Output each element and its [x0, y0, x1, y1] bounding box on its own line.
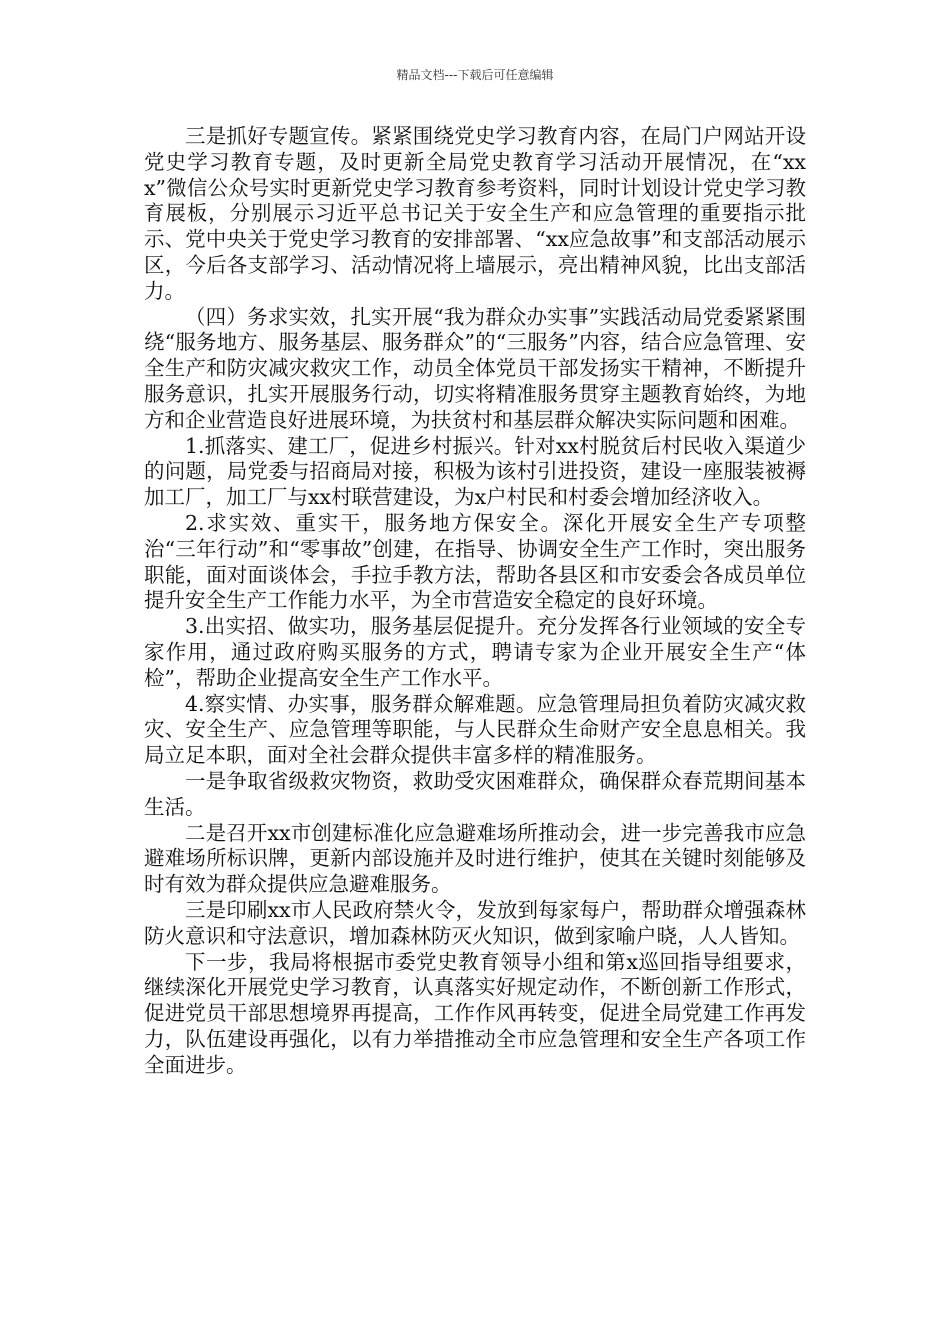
paragraph-section-four: （四）务求实效，扎实开展“我为群众办实事”实践活动局党委紧紧围绕“服务地方、服务基层、服务群众”的“三服务”内容，结合应急管理、安全生产和防灾减灾救灾工作，动员全体党员干部发扬实干精神，不断提升服务意识，扎实开展服务行动，切实将精准服务贯穿主题教育始终，为地方和企业营造良好进展环境，为扶贫村和基层群众解决实际问题和困难。	[144, 304, 806, 432]
document-body	[144, 124, 806, 1078]
paragraph-item-4: 4.察实情、办实事，服务群众解难题。应急管理局担负着防灾减灾救灾、安全生产、应急管理等职能，与人民群众生命财产安全息息相关。我局立足本职，面对全社会群众提供丰富多样的精准服务。	[144, 691, 806, 768]
paragraph-item-1: 1.抓落实、建工厂，促进乡村振兴。针对xx村脱贫后村民收入渠道少的问题，局党委与招商局对接，积极为该村引进投资，建设一座服装被褥加工厂，加工厂与xx村联营建设，为x户村民和村委会增加经济收入。	[144, 433, 806, 510]
paragraph-point-one: 一是争取省级救灾物资，救助受灾困难群众，确保群众春荒期间基本生活。	[144, 768, 806, 819]
paragraph-topic-publicity: 三是抓好专题宣传。紧紧围绕党史学习教育内容，在局门户网站开设党史学习教育专题，及时更新全局党史教育学习活动开展情况，在“xxx”微信公众号实时更新党史学习教育参考资料，同时计划设计党史学习教育展板，分别展示习近平总书记关于安全生产和应急管理的重要指示批示、党中央关于党史学习教育的安排部署、“xx应急故事”和支部活动展示区，今后各支部学习、活动情况将上墙展示，亮出精神风貌，比出支部活力。	[144, 124, 806, 303]
paragraph-point-three: 三是印刷xx市人民政府禁火令，发放到每家每户，帮助群众增强森林防火意识和守法意识，增加森林防灭火知识，做到家喻户晓，人人皆知。	[144, 897, 806, 948]
paragraph-item-3: 3.出实招、做实功，服务基层促提升。充分发挥各行业领域的安全专家作用，通过政府购买服务的方式，聘请专家为企业开展安全生产“体检”，帮助企业提高安全生产工作水平。	[144, 614, 806, 690]
page-header: 精品文档---下载后可任意编辑	[396, 68, 554, 82]
paragraph-item-2: 2.求实效、重实干，服务地方保安全。深化开展安全生产专项整治“三年行动”和“零事故”创建，在指导、协调安全生产工作时，突出服务职能，面对面谈体会，手拉手教方法，帮助各县区和市安委会各成员单位提升安全生产工作能力水平，为全市营造安全稳定的良好环境。	[144, 510, 806, 613]
paragraph-point-two: 二是召开xx市创建标准化应急避难场所推动会，进一步完善我市应急避难场所标识牌，更新内部设施并及时进行维护，使其在关键时刻能够及时有效为群众提供应急避难服务。	[144, 820, 806, 897]
paragraph-next-steps: 下一步，我局将根据市委党史教育领导小组和第x巡回指导组要求，继续深化开展党史学习教育，认真落实好规定动作，不断创新工作形式，促进党员干部思想境界再提高，工作作风再转变，促进全局党建工作再发力，队伍建设再强化，以有力举措推动全市应急管理和安全生产各项工作全面进步。	[144, 949, 806, 1077]
